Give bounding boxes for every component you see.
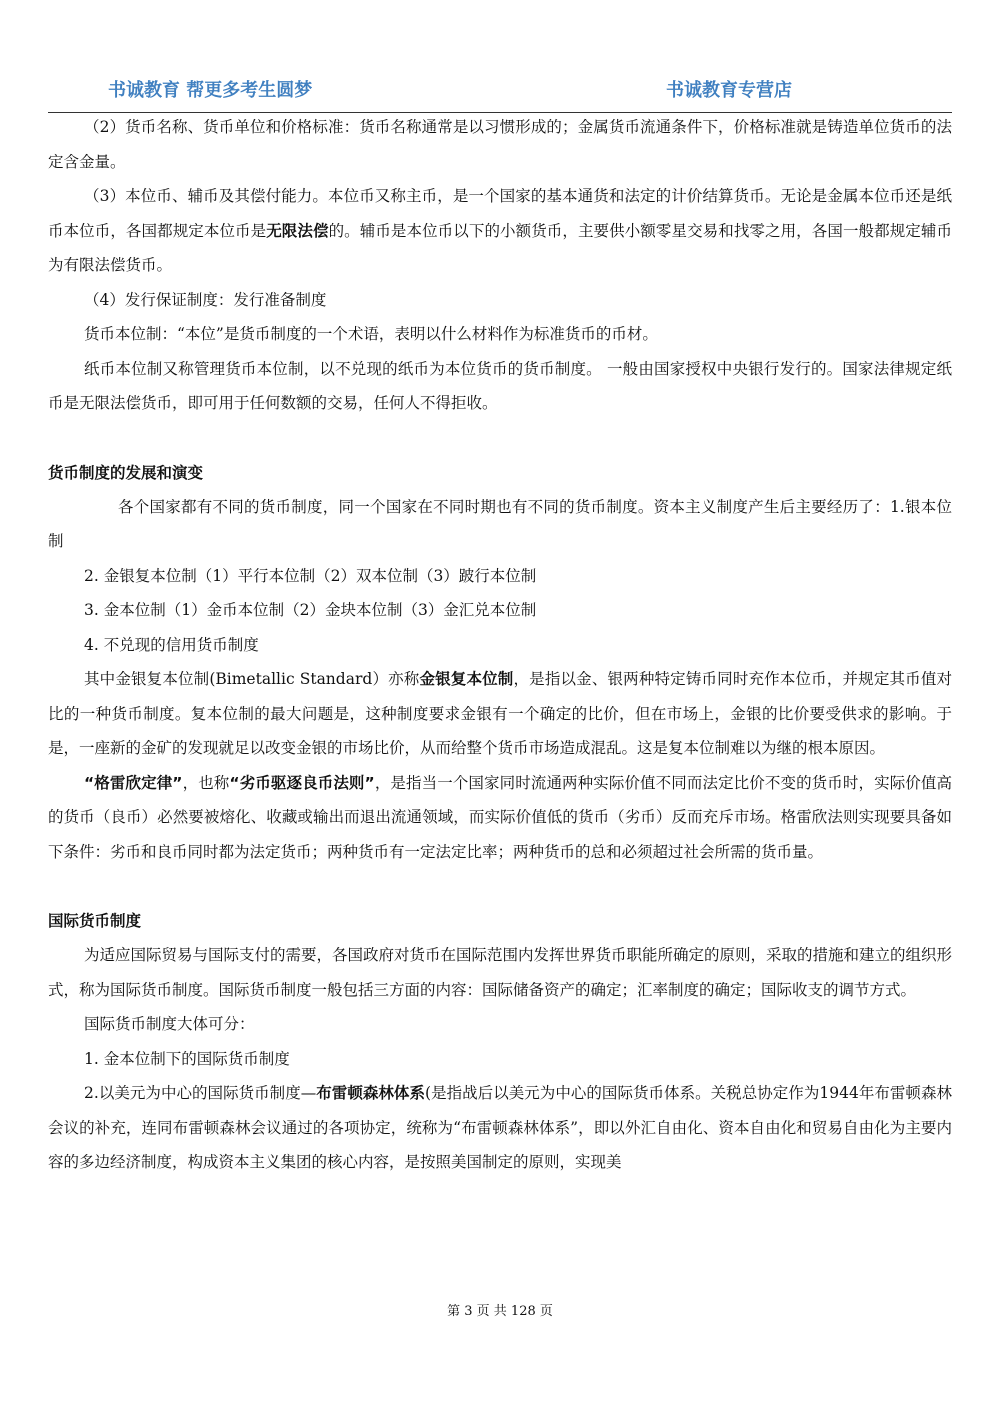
paragraph-bimetallic [48,662,952,766]
paragraph-monetary-standard: 货币本位制：“本位”是货币制度的一个术语，表明以什么材料作为标准货币的币材。 [84,325,658,343]
list-item: 2. 金银复本位制（1）平行本位制（2）双本位制（3）跛行本位制 [84,566,537,585]
paragraph-divide: 国际货币制度大体可分： [84,1015,255,1033]
paragraph-paper-standard: 纸币本位制又称管理货币本位制，以不兑现的纸币为本位货币的货币制度。 一般由国家授权中央银行发行的。国家法律规定纸币是无限法偿货币，即可用于任何数额的交易，任何人不得拒收。 [48,359,952,412]
text-run: ，是指当一个国家同时流通两种实际价值不同而法定比价不变的货币时，实际价值高的货币（良币）必然要被熔化、收藏或输出而退出流通领域，而实际价值低的货币（劣币）反而充斥市场。格雷欣法则实现要具备如下条件：劣币和良币同时都为法定货币；两种货币有一定法定比率；两种货币的总和必须超过社会所需的货币量。 [48,773,953,861]
text-run: 的。辅币是本位币以下的小额货币，主要供小额零星交易和找零之用，各国一般都规定辅币为有限法偿货币。 [48,221,952,274]
paragraph-gresham [48,766,952,870]
bold-term-unlimited-legal-tender: 无限法偿 [266,221,329,240]
list-item: 4. 不兑现的信用货币制度 [84,635,259,654]
spacer [48,421,952,456]
paragraph-bretton-woods [48,1076,952,1180]
document-body [48,110,952,1180]
section-title-international: 国际货币制度 [48,912,142,930]
bold-term-bretton-woods: 布雷顿森林体系 [316,1084,425,1102]
paragraph-issuance: （4）发行保证制度：发行准备制度 [84,290,327,309]
text-run: 其中金银复本位制(Bimetallic Standard）亦称 [84,670,420,688]
list-item: 3. 金本位制（1）金币本位制（2）金块本位制（3）金汇兑本位制 [84,601,537,619]
text-run: （3）本位币、辅币及其偿付能力。本位币又称主币，是一个国家的基本通货和法定的计价结算货币。无论是金属本位币还是纸币本位币，各国都规定本位币是 [48,187,952,240]
paragraph-currency-name: （2）货币名称、货币单位和价格标准：货币名称通常是以习惯形成的；金属货币流通条件下，价格标准就是铸造单位货币的法定含金量。 [48,118,952,171]
list-item: 1. 金本位制下的国际货币制度 [84,1049,290,1068]
paragraph-development-intro: 各个国家都有不同的货币制度，同一个国家在不同时期也有不同的货币制度。资本主义制度产生后主要经历了：1.银本位制 [48,497,952,550]
page-number-footer: 第 3 页 共 128 页 [447,1304,553,1319]
header-slogan: 书诚教育 帮更多考生圆梦 [108,80,313,101]
bold-term-bimetallic: 金银复本位制 [419,670,514,688]
header-store-name: 书诚教育专营店 [666,80,792,101]
bold-term-bad-money: “劣币驱逐良币法则” [229,773,375,792]
text-run: ，也称 [182,773,230,792]
paragraph-standard-coin [48,179,952,283]
page-header [48,70,952,110]
bold-term-gresham-law: “格雷欣定律” [84,773,183,792]
text-run: ，是指以金、银两种特定铸币同时充作本位币，并规定其币值对比的一种货币制度。复本位制的最大问题是，这种制度要求金银有一个确定的比价，但在市场上，金银的比价要受供求的影响。于是，一座新的金矿的发现就足以改变金银的市场比价，从而给整个货币市场造成混乱。这是复本位制难以为继的根本原因。 [48,670,952,757]
text-run: (是指战后以美元为中心的国际货币体系。关税总协定作为1944年布雷顿森林会议的补充，连同布雷顿森林会议通过的各项协定，统称为“布雷顿森林体系”，即以外汇自由化、资本自由化和贸易自由化为主要内容的多边经济制度，构成资本主义集团的核心内容，是按照美国制定的原则，实现美 [48,1084,952,1171]
text-run: 2.以美元为中心的国际货币制度— [84,1084,317,1102]
section-title-development: 货币制度的发展和演变 [48,463,204,482]
spacer [48,869,952,904]
paragraph-international-intro: 为适应国际贸易与国际支付的需要，各国政府对货币在国际范围内发挥世界货币职能所确定的原则，采取的措施和建立的组织形式，称为国际货币制度。国际货币制度一般包括三方面的内容：国际储备资产的确定；汇率制度的确定；国际收支的调节方式。 [48,946,953,999]
